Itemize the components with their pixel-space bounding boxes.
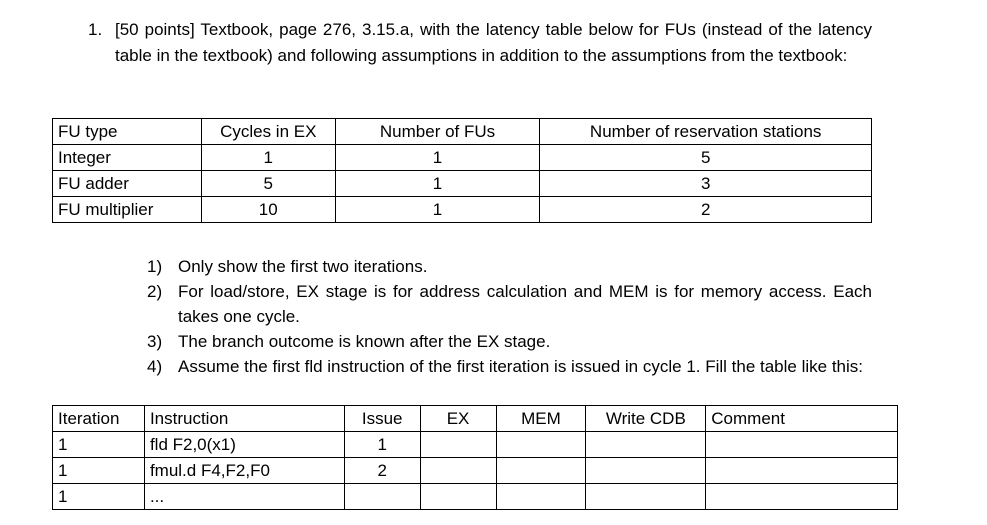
table-cell [706,432,898,458]
table-cell: FU adder [53,171,202,197]
header-instruction: Instruction [144,406,344,432]
fu-latency-table [52,118,872,223]
question-text: [50 points] Textbook, page 276, 3.15.a, with the latency table below for FUs (instead of the latency table in the textbook) and following assumptions in addition to the assumptions from the textbook: [115,20,872,65]
header-mem: MEM [496,406,586,432]
assumptions-list [147,254,872,379]
table-cell: 1 [53,458,145,484]
table-cell: 1 [53,432,145,458]
list-item-text: Only show the first two iterations. [178,257,428,276]
table-row [53,197,872,223]
table-cell [344,484,420,510]
table-cell: 1 [335,145,540,171]
table-cell: 10 [201,197,335,223]
table-row [53,145,872,171]
table-row [53,484,898,510]
list-item-text: The branch outcome is known after the EX stage. [178,332,551,351]
header-fu-type: FU type [53,119,202,145]
table-header-row [53,406,898,432]
table-cell [586,458,706,484]
table-cell: 1 [201,145,335,171]
table-cell: 2 [540,197,872,223]
header-number-of-fus: Number of FUs [335,119,540,145]
table-cell: 2 [344,458,420,484]
table-row [53,171,872,197]
table-cell: 1 [335,171,540,197]
list-item-number: 1) [147,257,163,276]
table-cell: fld F2,0(x1) [144,432,344,458]
table-cell: 3 [540,171,872,197]
table-cell: fmul.d F4,F2,F0 [144,458,344,484]
list-item-number: 2) [147,282,163,301]
table-row [53,432,898,458]
table-cell [586,432,706,458]
table-cell: 1 [335,197,540,223]
table-cell: 5 [201,171,335,197]
question-number: 1. [88,20,103,39]
header-issue: Issue [344,406,420,432]
header-ex: EX [420,406,496,432]
list-item-text: For load/store, EX stage is for address calculation and MEM is for memory access. Each takes one cycle. [178,282,872,326]
table-cell [496,432,586,458]
table-cell: FU multiplier [53,197,202,223]
list-item [147,329,872,354]
table-cell [496,458,586,484]
table-cell: 5 [540,145,872,171]
table-cell [586,484,706,510]
list-item [147,279,872,329]
table-cell [496,484,586,510]
list-item-text: Assume the first fld instruction of the first iteration is issued in cycle 1. Fill the table like this: [178,357,864,376]
table-cell: ... [144,484,344,510]
table-row [53,458,898,484]
list-item-number: 3) [147,332,163,351]
table-cell: Integer [53,145,202,171]
example-schedule-table [52,405,898,510]
table-header-row [53,119,872,145]
header-reservation-stations: Number of reservation stations [540,119,872,145]
table-cell [706,484,898,510]
table-cell [420,458,496,484]
table-cell: 1 [344,432,420,458]
table-cell [706,458,898,484]
header-cycles-in-ex: Cycles in EX [201,119,335,145]
list-item-number: 4) [147,357,163,376]
list-item [147,254,872,279]
list-item [147,354,872,379]
header-comment: Comment [706,406,898,432]
table-cell [420,484,496,510]
header-write-cdb: Write CDB [586,406,706,432]
header-iteration: Iteration [53,406,145,432]
table-cell [420,432,496,458]
table-cell: 1 [53,484,145,510]
